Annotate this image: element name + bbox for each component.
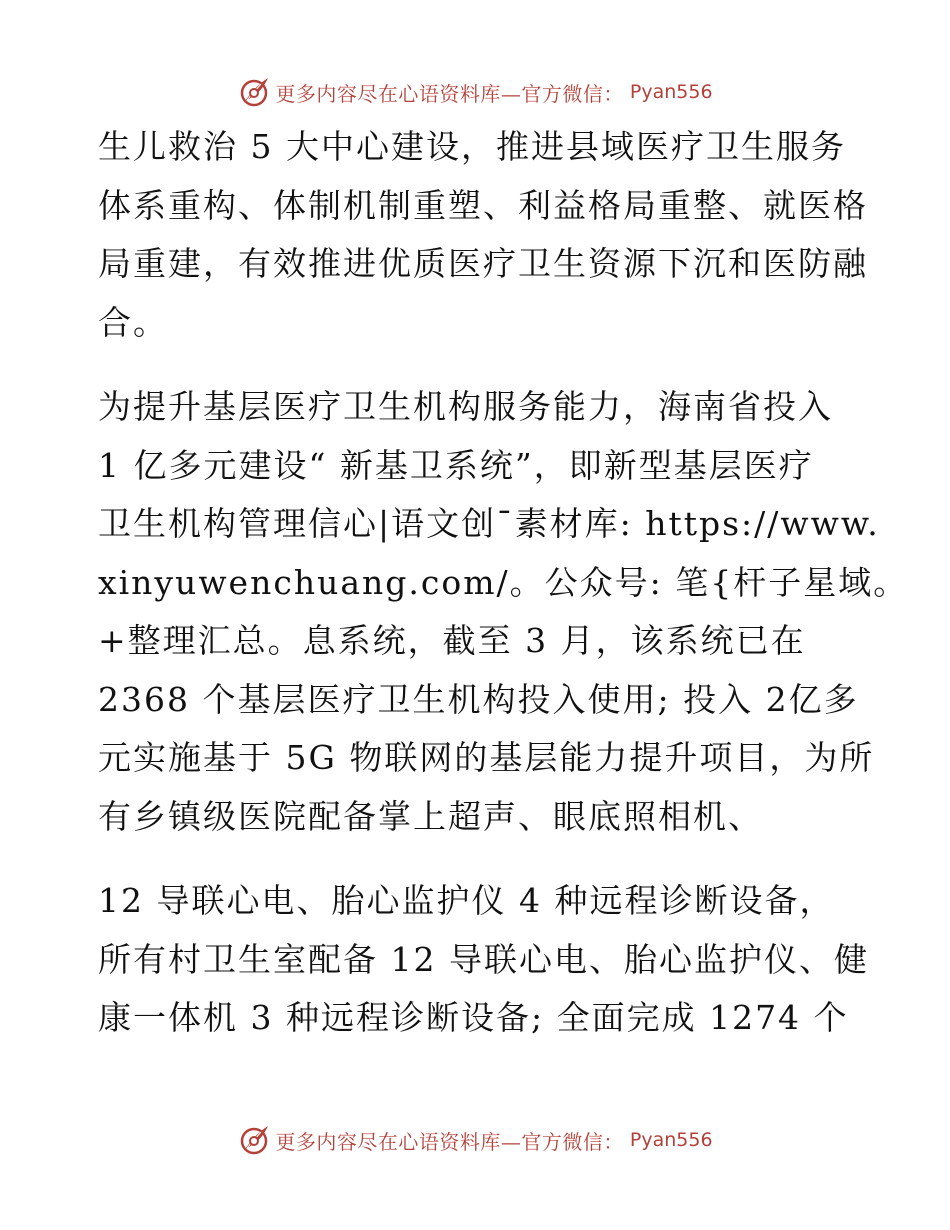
text-line: 体系重构、体制机制重塑、利益格局重整、就医格 [98,185,868,225]
paragraph-2 [98,378,909,846]
text-line: 所有村卫生室配备 12 导联心电、胎心监护仪、健 [98,939,869,979]
text-line: 生儿救治 5 大中心建设，推进县域医疗卫生服务 [98,127,846,166]
footer-text: 更多内容尽在心语资料库—官方微信： [275,1129,624,1154]
text-line: 12 导联心电、胎心监护仪 4 种远程诊断设备， [98,881,835,920]
text-line: 康一体机 3 种远程诊断设备; 全面完成 1274 个 [98,998,849,1037]
text-line: 1 亿多元建设“ 新基卫系统”，即新型基层医疗 [98,445,814,485]
text-line: +整理汇总。息系统，截至 3 月，该系统已在 [98,621,806,660]
header-text: 更多内容尽在心语资料库—官方微信： [275,81,624,106]
text-line: 有乡镇级医院配备掌上超声、眼底照相机、 [98,796,763,836]
text-line: 卫生机构管理信心|语文创¯素材库: https://www. [98,504,880,543]
text-line: 局重建，有效推进优质医疗卫生资源下沉和医防融 [98,244,868,283]
footer-wechat-id: Pyan556 [629,1129,713,1151]
paragraph-1 [98,118,868,352]
document-body [98,118,909,1048]
text-line: xinyuwenchuang.com/。公众号: 笔{杆子星域。 [98,562,909,602]
feather-pen-logo-icon [237,75,271,109]
header-banner [0,72,950,112]
text-line: 合。 [98,302,168,342]
header-wechat-id: Pyan556 [629,81,713,103]
text-line: 元实施基于 5G 物联网的基层能力提升项目，为所 [98,738,875,777]
text-line: 2368 个基层医疗卫生机构投入使用; 投入 2亿多 [98,679,859,719]
footer-banner [0,1120,950,1160]
paragraph-3 [98,872,869,1048]
feather-pen-logo-icon [237,1123,271,1157]
text-line: 为提升基层医疗卫生机构服务能力，海南省投入 [98,387,833,426]
